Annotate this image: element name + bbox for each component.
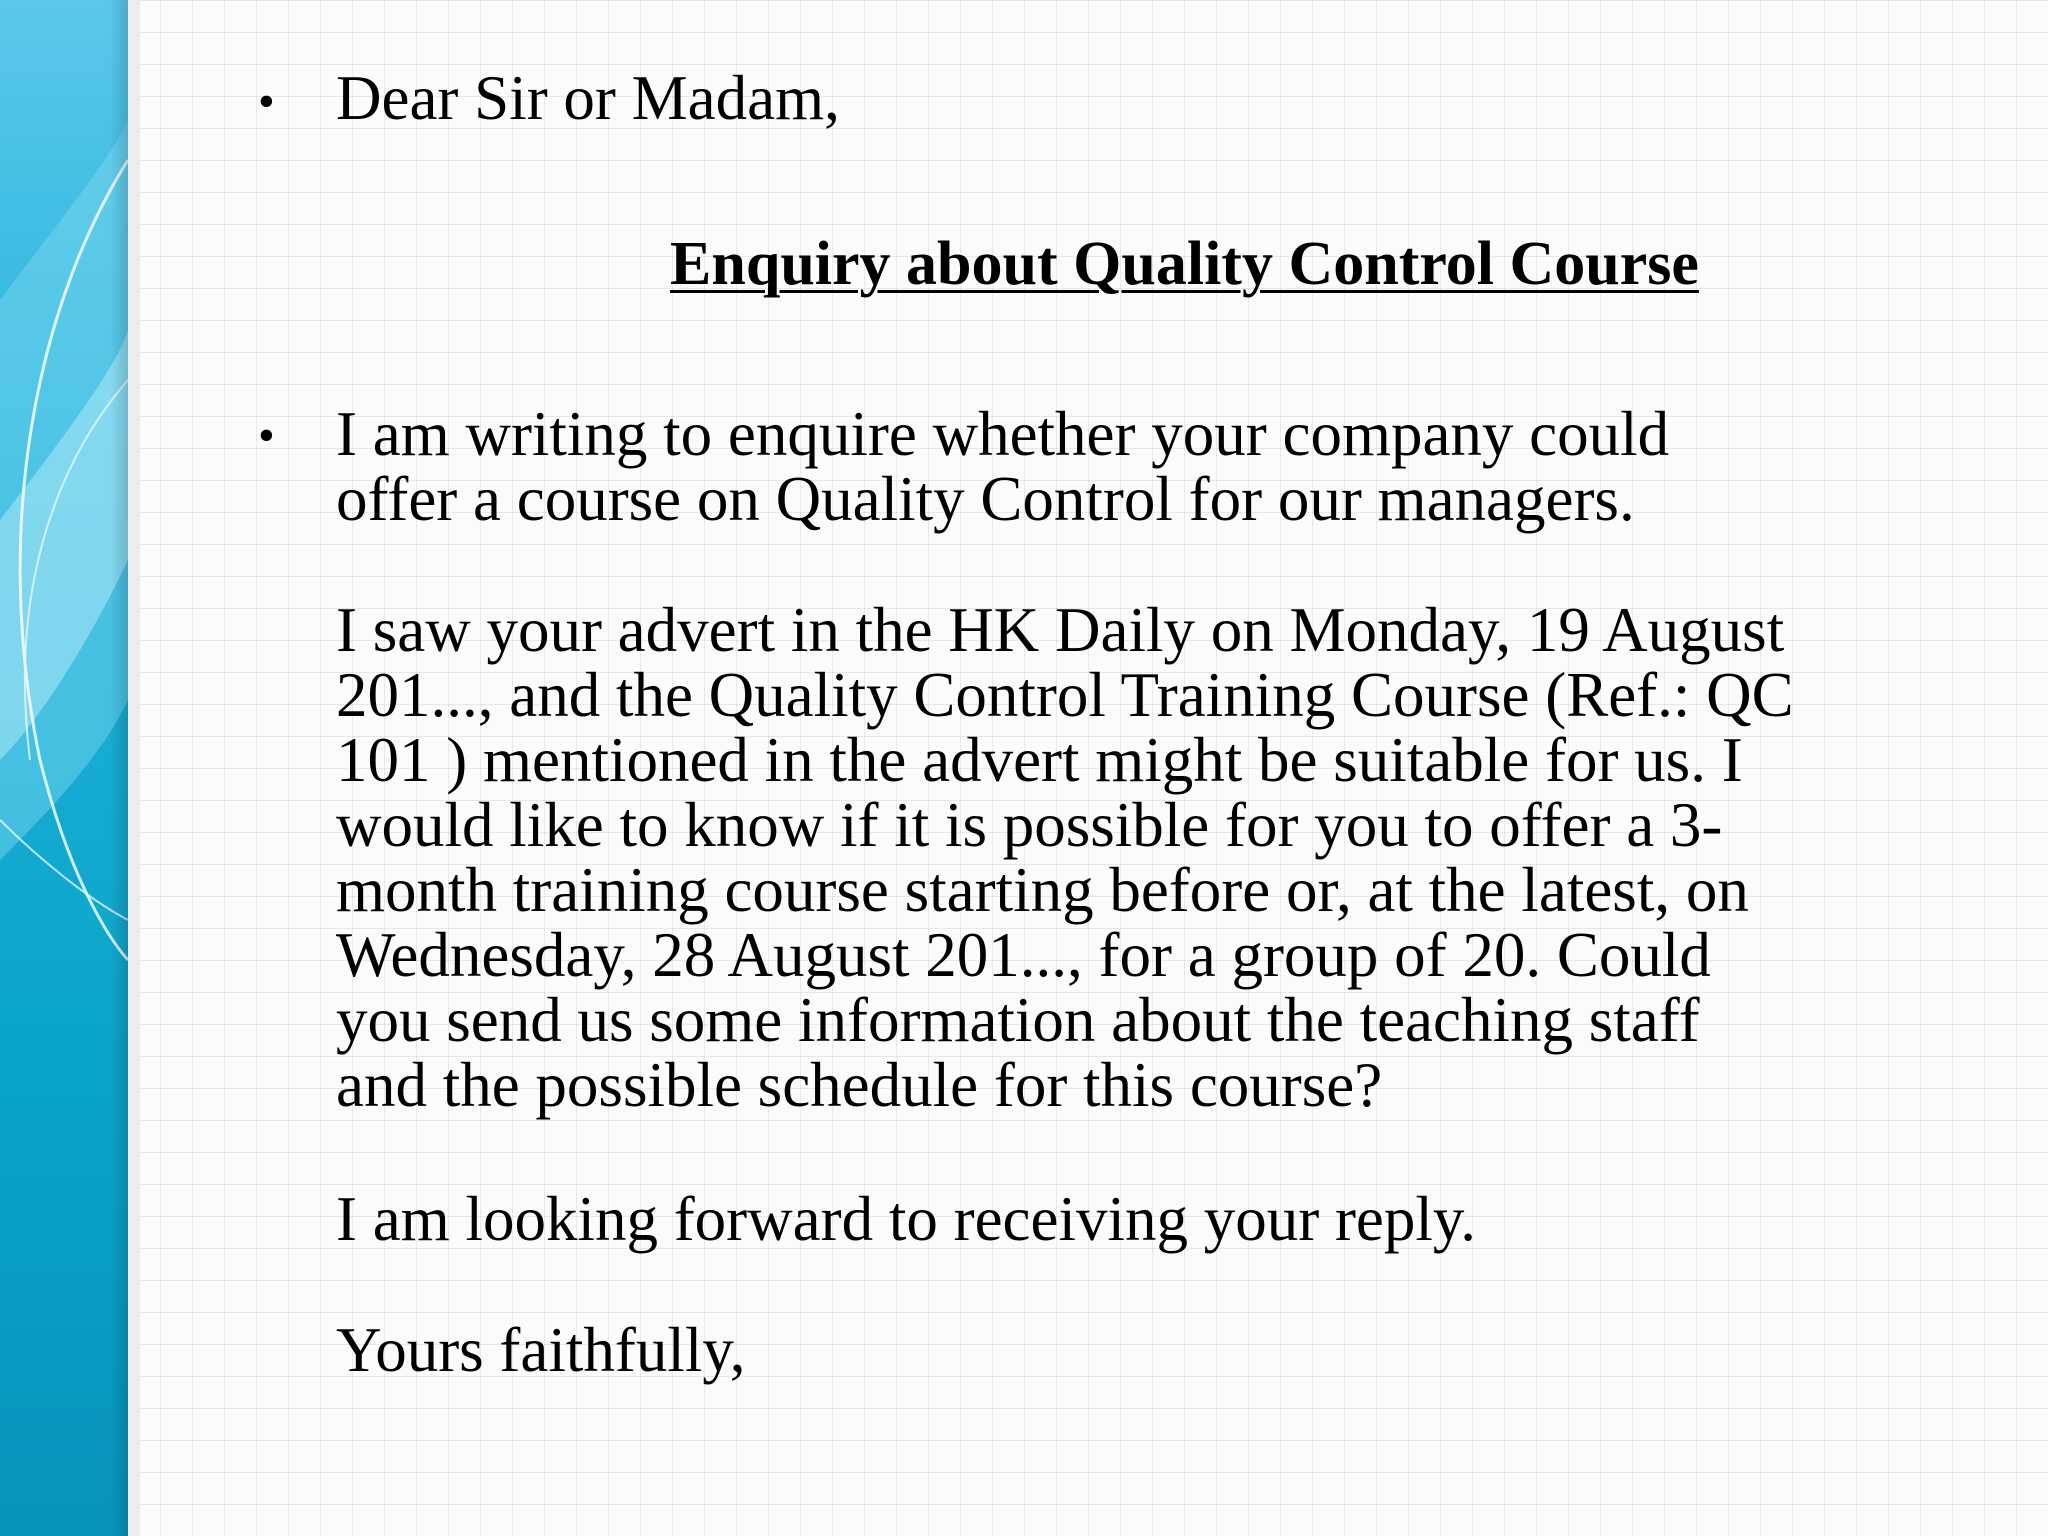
paragraph-intro bbox=[336, 399, 1670, 534]
paragraph-closing-remark: I am looking forward to receiving your reply. bbox=[336, 1184, 1477, 1254]
letter-closing: Yours faithfully, bbox=[336, 1315, 746, 1385]
paragraph-line: I saw your advert in the HK Daily on Monday, 19 August bbox=[336, 595, 1785, 665]
paragraph-line: 201..., and the Quality Control Training Course (Ref.: QC bbox=[336, 660, 1794, 730]
paragraph-line: I am writing to enquire whether your company could bbox=[336, 399, 1670, 469]
paragraph-line: Wednesday, 28 August 201..., for a group of 20. Could bbox=[336, 920, 1711, 990]
paragraph-details bbox=[336, 595, 1794, 1120]
paragraph-line: month training course starting before or, at the latest, on bbox=[336, 855, 1749, 925]
paragraph-line: and the possible schedule for this course? bbox=[336, 1050, 1383, 1120]
paragraph-line: 101 ) mentioned in the advert might be suitable for us. I bbox=[336, 725, 1743, 795]
bullet-icon: • bbox=[258, 75, 275, 128]
greeting: Dear Sir or Madam, bbox=[336, 63, 840, 133]
letter-title: Enquiry about Quality Control Course bbox=[670, 230, 1699, 298]
bullet-icon: • bbox=[258, 409, 275, 462]
paragraph-line: offer a course on Quality Control for our managers. bbox=[336, 464, 1635, 534]
paragraph-line: would like to know if it is possible for you to offer a 3- bbox=[336, 790, 1723, 860]
paragraph-line: you send us some information about the teaching staff bbox=[336, 985, 1700, 1055]
